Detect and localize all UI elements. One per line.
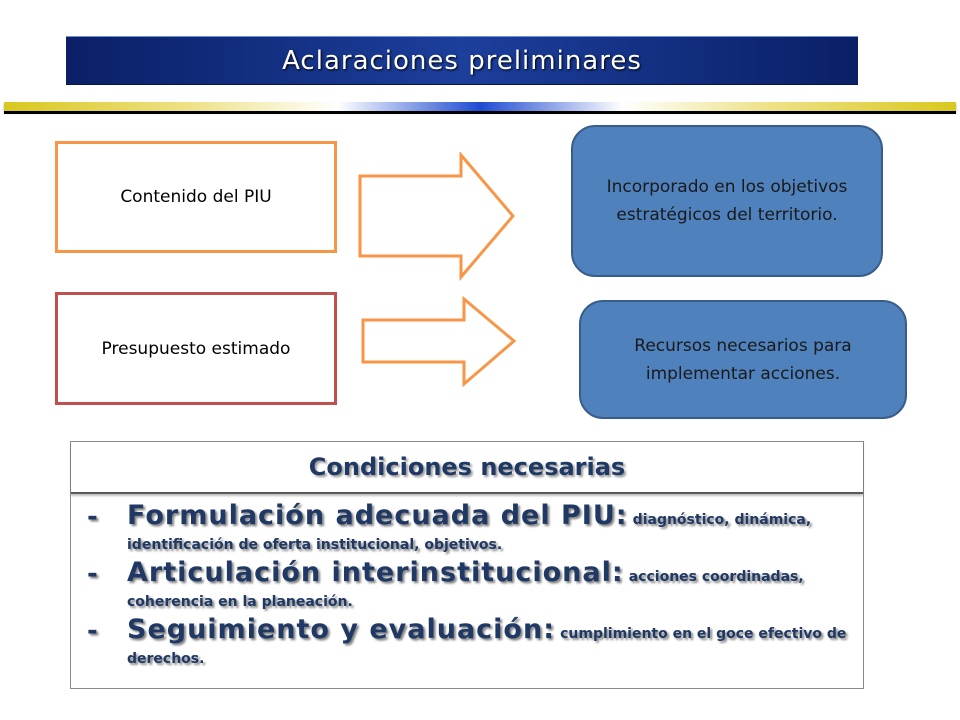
presupuesto-label: Presupuesto estimado xyxy=(101,338,291,359)
conditions-list xyxy=(71,494,863,671)
bullet-dash: - xyxy=(87,616,98,646)
condition-detail: acciones coordinadas, coherencia en la planeación. xyxy=(127,569,804,610)
right-arrow-icon xyxy=(360,296,520,388)
condition-detail: diagnóstico, dinámica, identificación de oferta institucional, objetivos. xyxy=(127,512,812,553)
page-title: Aclaraciones preliminares xyxy=(282,45,642,76)
condition-item xyxy=(81,614,853,671)
condition-item xyxy=(81,557,853,614)
recursos-box xyxy=(579,300,907,419)
header-divider xyxy=(0,102,960,114)
conditions-header xyxy=(71,442,863,494)
condition-heading: Seguimiento y evaluación: xyxy=(127,614,555,645)
divider-gradient xyxy=(4,102,956,111)
bullet-dash: - xyxy=(87,502,98,532)
conditions-title: Condiciones necesarias xyxy=(308,453,626,481)
conditions-box xyxy=(70,441,864,689)
condition-heading: Formulación adecuada del PIU: xyxy=(127,500,628,531)
condition-text xyxy=(127,614,853,671)
condition-heading: Articulación interinstitucional: xyxy=(127,557,624,588)
bullet-dash: - xyxy=(87,559,98,589)
divider-line xyxy=(4,111,956,114)
presupuesto-box xyxy=(55,292,337,405)
condition-text xyxy=(127,500,853,557)
right-arrow-icon xyxy=(357,152,517,284)
title-banner xyxy=(66,36,858,85)
recursos-text: Recursos necesarios para implementar acciones. xyxy=(634,335,852,384)
incorporado-box xyxy=(571,125,883,277)
incorporado-text: Incorporado en los objetivos estratégicos del territorio. xyxy=(606,177,848,225)
contenido-box xyxy=(55,141,337,253)
condition-text xyxy=(127,557,853,614)
condition-item xyxy=(81,500,853,557)
contenido-label: Contenido del PIU xyxy=(120,187,272,207)
condition-detail: cumplimiento en el goce efectivo de derechos. xyxy=(127,626,847,667)
